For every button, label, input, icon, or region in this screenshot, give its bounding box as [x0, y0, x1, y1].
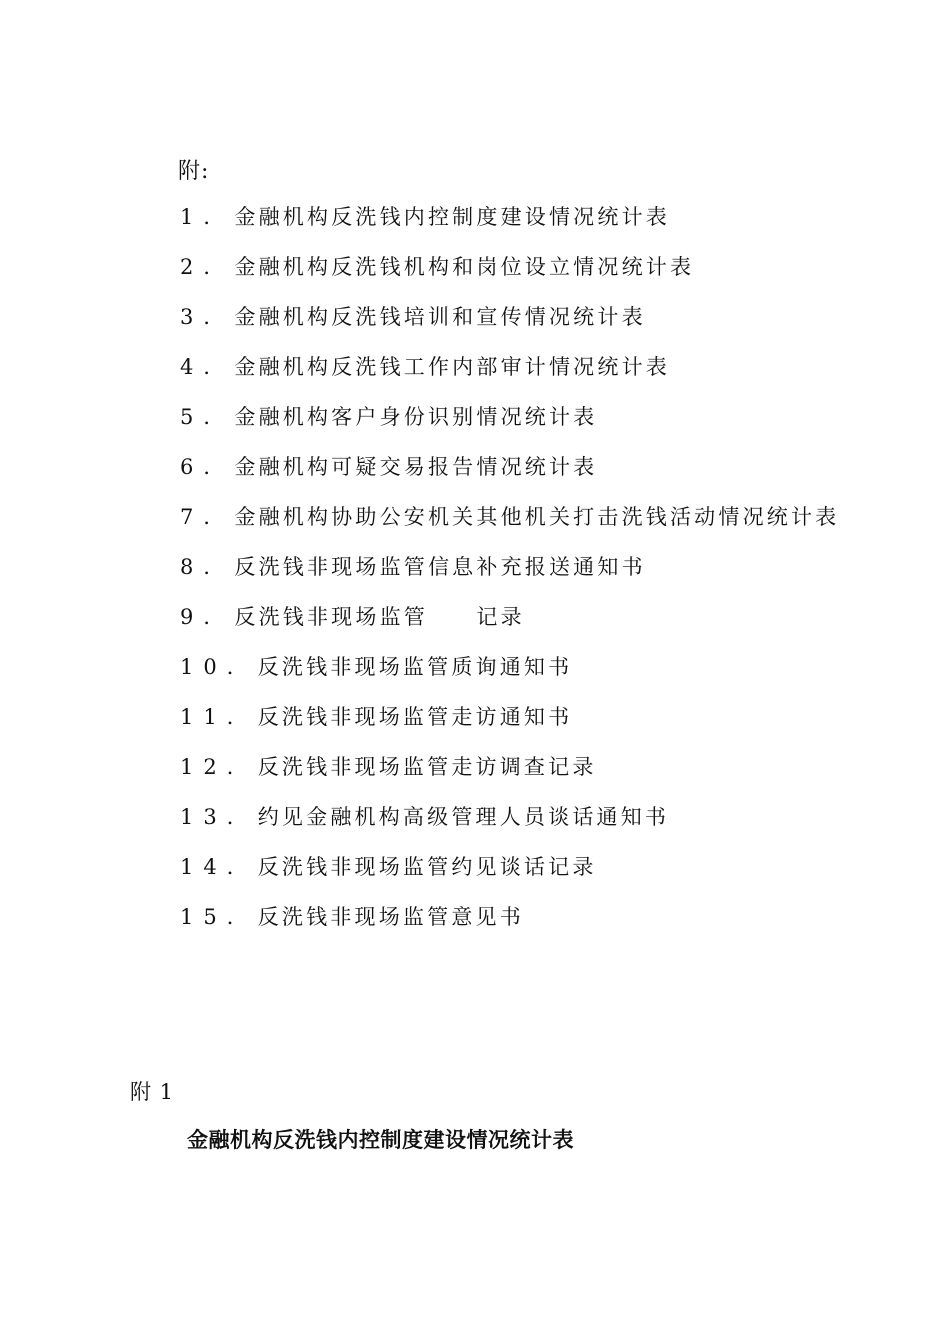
- list-item: [180, 248, 839, 298]
- list-item: [180, 798, 839, 848]
- list-item: [180, 598, 839, 648]
- item-number: 13．: [180, 805, 258, 829]
- item-text: 金融机构协助公安机关其他机关打击洗钱活动情况统计表: [234, 505, 840, 529]
- item-text: 反洗钱非现场监管信息补充报送通知书: [234, 555, 646, 579]
- list-item: [180, 498, 839, 548]
- item-text: 反洗钱非现场监管走访通知书: [257, 705, 573, 729]
- list-item: [180, 898, 839, 948]
- item-number: 15．: [180, 905, 258, 929]
- item-number: 2．: [180, 255, 235, 279]
- item-text: 约见金融机构高级管理人员谈话通知书: [257, 805, 670, 829]
- item-text: 金融机构反洗钱培训和宣传情况统计表: [234, 305, 646, 329]
- item-number: 7．: [180, 505, 235, 529]
- item-number: 12．: [180, 755, 258, 779]
- item-text: 金融机构反洗钱工作内部审计情况统计表: [234, 355, 670, 379]
- item-number: 9．: [180, 605, 235, 629]
- item-number: 3．: [180, 305, 235, 329]
- item-number: 6．: [180, 455, 235, 479]
- list-item: [180, 398, 839, 448]
- item-text: 金融机构可疑交易报告情况统计表: [234, 455, 598, 479]
- item-number: 10．: [180, 655, 258, 679]
- appendix-title: 金融机构反洗钱内控制度建设情况统计表: [187, 1128, 574, 1152]
- item-number: 8．: [180, 555, 235, 579]
- item-text: 反洗钱非现场监管质询通知书: [257, 655, 573, 679]
- list-item: [180, 848, 839, 898]
- attachments-heading: 附:: [178, 159, 210, 184]
- item-number: 5．: [180, 405, 235, 429]
- list-item: [180, 748, 839, 798]
- list-item: [180, 298, 839, 348]
- item-text: 反洗钱非现场监管 记录: [234, 605, 525, 629]
- list-item: [180, 348, 839, 398]
- list-item: [180, 648, 839, 698]
- item-number: 11．: [180, 705, 258, 729]
- item-text: 金融机构客户身份识别情况统计表: [234, 405, 598, 429]
- list-item: [180, 698, 839, 748]
- item-text: 金融机构反洗钱机构和岗位设立情况统计表: [234, 255, 695, 279]
- item-number: 4．: [180, 355, 235, 379]
- list-item: [180, 198, 839, 248]
- item-text: 反洗钱非现场监管约见谈话记录: [257, 855, 597, 879]
- appendix-label: 附 1: [130, 1080, 175, 1104]
- list-item: [180, 448, 839, 498]
- item-text: 反洗钱非现场监管意见书: [257, 905, 524, 929]
- list-item: [180, 548, 839, 598]
- item-text: 金融机构反洗钱内控制度建设情况统计表: [234, 205, 670, 229]
- item-text: 反洗钱非现场监管走访调查记录: [257, 755, 597, 779]
- item-number: 14．: [180, 855, 258, 879]
- item-number: 1．: [180, 205, 235, 229]
- attachment-list: [180, 198, 839, 948]
